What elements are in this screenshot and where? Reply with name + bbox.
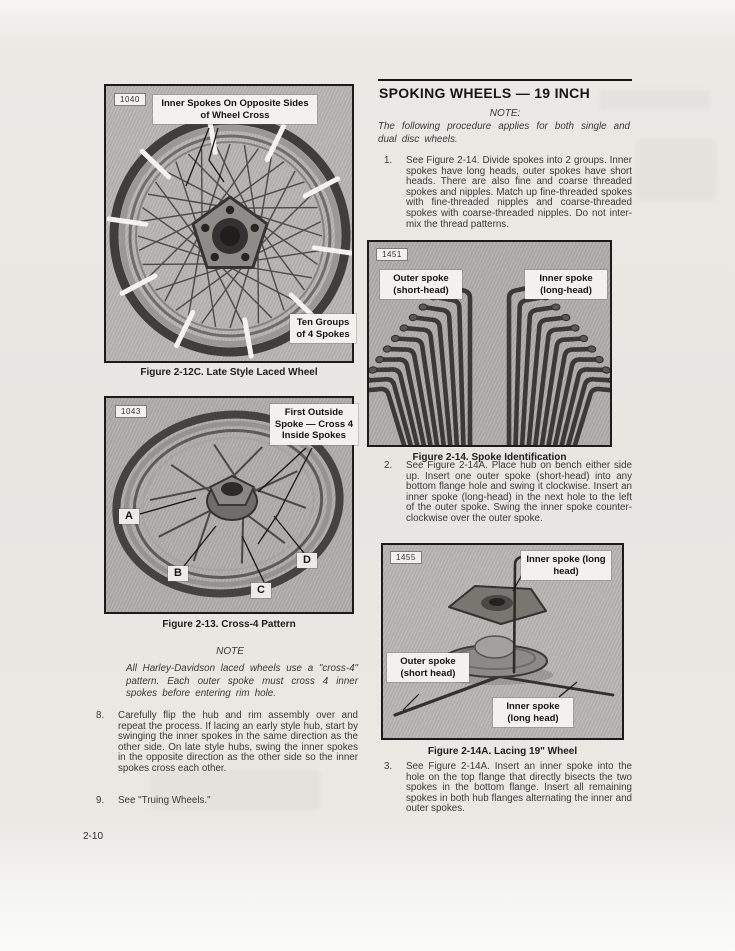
- figure-2-13-photo: [104, 396, 354, 614]
- figure-2-12c-photo: [104, 84, 354, 363]
- step-number: 2.: [384, 460, 393, 471]
- step-8: [96, 711, 358, 775]
- callout-inner-spokes-opposite: Inner Spokes On Opposite Sides of Wheel Cross: [153, 95, 317, 124]
- figure-2-14a-photo: [381, 543, 624, 740]
- callout-inner-spoke-bottom: Inner spoke (long head): [493, 698, 573, 727]
- bleed-through-artifact: [600, 90, 710, 110]
- note-heading: NOTE: [216, 646, 244, 657]
- step-number: 8.: [96, 710, 105, 721]
- callout-letter-a: A: [119, 509, 139, 524]
- step-text: Carefully flip the hub and rim assembly over and repeat the process. If lacing an early style hub, start by swinging the inner spokes in the same direction as the other side. On late style hubs, swing the inner spokes in the opposite direction as the other side so the inner spokes cross each other.: [118, 710, 358, 774]
- figure-2-13-caption: Figure 2-13. Cross-4 Pattern: [162, 619, 296, 630]
- section-divider: [378, 79, 632, 81]
- figure-2-12c-caption: Figure 2-12C. Late Style Laced Wheel: [140, 367, 318, 378]
- callout-ten-groups: Ten Groups of 4 Spokes: [290, 314, 356, 343]
- bleed-through-artifact: [150, 770, 320, 810]
- photo-tag: 1455: [390, 551, 422, 564]
- note-text: The following procedure applies for both single and dual disc wheels.: [378, 121, 630, 145]
- note-text: All Harley-Davidson laced wheels use a "cross-4" pattern. Each outer spoke must cross 4 inner spokes before entering rim hole.: [126, 663, 358, 700]
- step-number: 1.: [384, 155, 393, 166]
- callout-inner-spoke: Inner spoke (long-head): [525, 270, 607, 299]
- photo-tag: 1040: [114, 93, 146, 106]
- callout-letter-d: D: [297, 553, 317, 568]
- page-number: 2-10: [83, 831, 104, 842]
- callout-letter-c: C: [251, 583, 271, 598]
- step-text: See Figure 2-14. Divide spokes into 2 groups. Inner spokes have long heads, outer spokes have short heads. There are also fine and coarse threaded spokes and nipples. Match up fine-threaded spokes with fine-threaded nipples and coarse-threaded spokes with coarse-threaded nipples. Do not inter-mix the thread patterns.: [406, 155, 632, 230]
- callout-letter-b: B: [168, 566, 188, 581]
- step-text: See Figure 2-14A. Place hub on bench either side up. Insert one outer spoke (short-head) into any bottom flange hole and swing it clockwise. Insert an inner spoke (long-head) in the next hole to the left of the outer spoke. Swing the inner spoke counter-clockwise over the outer spoke.: [406, 460, 632, 524]
- section-title: SPOKING WHEELS — 19 INCH: [379, 85, 591, 101]
- figure-2-14-photo: [367, 240, 612, 447]
- step-text: See Figure 2-14A. Insert an inner spoke into the hole on the top flange that directly bisects the two spokes in the bottom flange. Insert all remaining spokes in both hub flanges alternating the inner and outer spokes.: [406, 761, 632, 815]
- step-number: 9.: [96, 795, 105, 806]
- step-2: [384, 461, 632, 525]
- bleed-through-artifact: [636, 140, 716, 200]
- callout-first-outside-spoke: First Outside Spoke — Cross 4 Inside Spokes: [270, 404, 358, 445]
- step-number: 3.: [384, 761, 393, 772]
- note-heading: NOTE:: [489, 108, 521, 119]
- step-text: See "Truing Wheels.": [118, 795, 211, 806]
- figure-2-14-caption: Figure 2-14. Spoke Identification: [412, 452, 567, 463]
- callout-inner-spoke-top: Inner spoke (long head): [521, 551, 611, 580]
- figure-2-14a-caption: Figure 2-14A. Lacing 19" Wheel: [427, 746, 578, 757]
- photo-tag: 1043: [115, 405, 147, 418]
- step-3: [384, 762, 632, 815]
- callout-outer-spoke: Outer spoke (short head): [387, 653, 469, 682]
- photo-tag: 1451: [376, 248, 408, 261]
- step-1: [384, 156, 632, 230]
- callout-outer-spoke: Outer spoke (short-head): [380, 270, 462, 299]
